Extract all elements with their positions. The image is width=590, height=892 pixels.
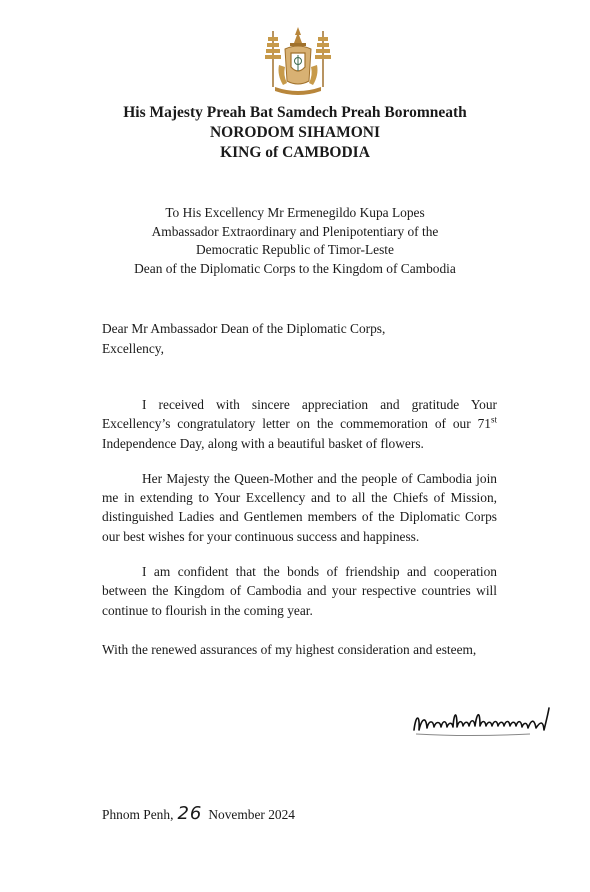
sender-name: NORODOM SIHAMONI — [209, 124, 381, 141]
body-paragraph: I am confident that the bonds of friendship and cooperation between the Kingdom of Cambodia and your respective countries will continue to flourish in the coming year. — [102, 564, 497, 618]
letter-body — [102, 395, 497, 675]
salutation-line: Dear Mr Ambassador Dean of the Diplomatic Corps, — [102, 321, 386, 336]
addressee-line: Democratic Republic of Timor-Leste — [196, 242, 394, 258]
paragraph-text: Independence Day, along with a beautiful basket of flowers. — [102, 435, 424, 451]
handwritten-day: 26 — [177, 803, 203, 824]
sender-office: KING of CAMBODIA — [220, 144, 370, 161]
addressee-line: Ambassador Extraordinary and Plenipotentiary of the — [151, 223, 439, 239]
sender-title: His Majesty Preah Bat Samdech Preah Boromneath — [123, 104, 467, 121]
salutation-line: Excellency, — [102, 341, 164, 356]
addressee-line: To His Excellency Mr Ermenegildo Kupa Lopes — [165, 205, 425, 220]
handwritten-signature-icon — [410, 700, 555, 748]
addressee-block — [0, 204, 590, 278]
paragraph-text: I received with sincere appreciation and gratitude Your Excellency’s congratulatory letter on the commemoration of our 71 — [102, 397, 497, 432]
dateline — [102, 804, 295, 825]
closing-line: With the renewed assurances of my highest consideration and esteem, — [102, 641, 477, 657]
addressee-line: Dean of the Diplomatic Corps to the Kingdom of Cambodia — [134, 260, 456, 276]
body-paragraph: Her Majesty the Queen-Mother and the people of Cambodia join me in extending to Your Excellency and to all the Chiefs of Mission, distinguished Ladies and Gentlemen members of the Diplomatic Corps our best wishes for your continuous success and happiness. — [102, 470, 497, 544]
month-year: November 2024 — [208, 807, 295, 822]
place: Phnom Penh, — [102, 807, 174, 822]
ordinal-suffix: st — [490, 414, 497, 425]
body-paragraph — [102, 395, 497, 453]
royal-coat-of-arms-icon — [263, 25, 333, 97]
salutation — [102, 319, 385, 359]
letterhead — [0, 103, 590, 163]
